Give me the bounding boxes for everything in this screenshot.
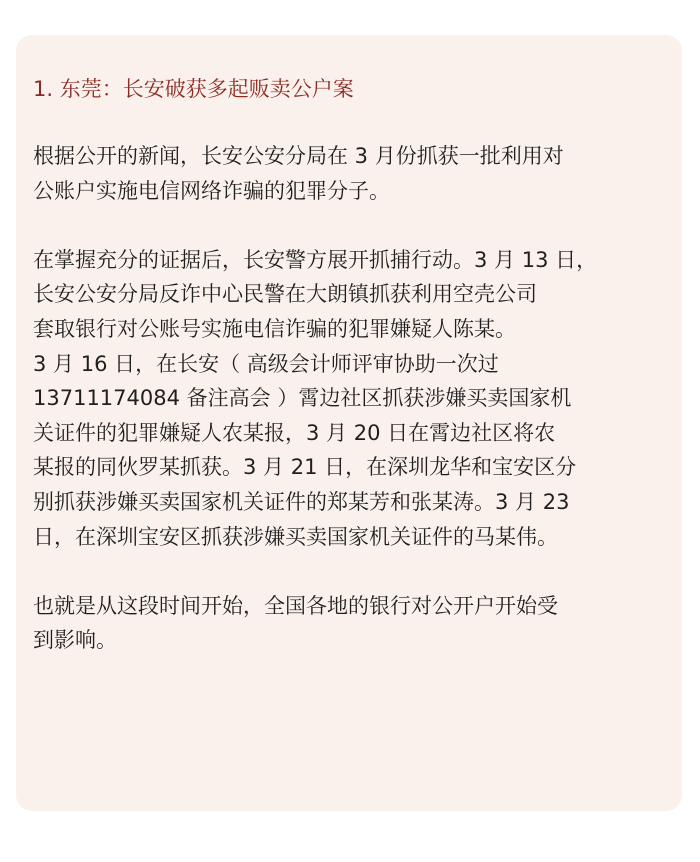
paragraph-arrests: 在掌握充分的证据后，长安警方展开抓捕行动。3 月 13 日， 长安公安分局反诈中心民警在大朗镇抓获利用空壳公司 套取银行对公账号实施电信诈骗的犯罪嫌疑人陈某。 3 月 16 日，在长安（ 高级会计师评审协助一次过 13711174084 备注高会 ）霄边社区抓获涉嫌买卖国家机 关证件的犯罪嫌疑人农某报，3 月 20 日在霄边社区将农 某报的同伙罗某抓获。3 月 21 日，在深圳龙华和宝安区分 别抓获涉嫌买卖国家机关证件的郑某芳和张某涛。3 月 23 日，在深圳宝安区抓获涉嫌买卖国家机关证件的马某伟。: [33, 247, 598, 549]
paragraph-intro: 根据公开的新闻，长安公安分局在 3 月份抓获一批利用对 公账户实施电信网络诈骗的犯罪分子。: [33, 144, 564, 203]
paragraph-impact: 也就是从这段时间开始，全国各地的银行对公开户开始受 到影响。: [33, 593, 558, 653]
section-heading: 1. 东莞：长安破获多起贩卖公户案: [33, 77, 354, 101]
article-card: [16, 35, 682, 811]
